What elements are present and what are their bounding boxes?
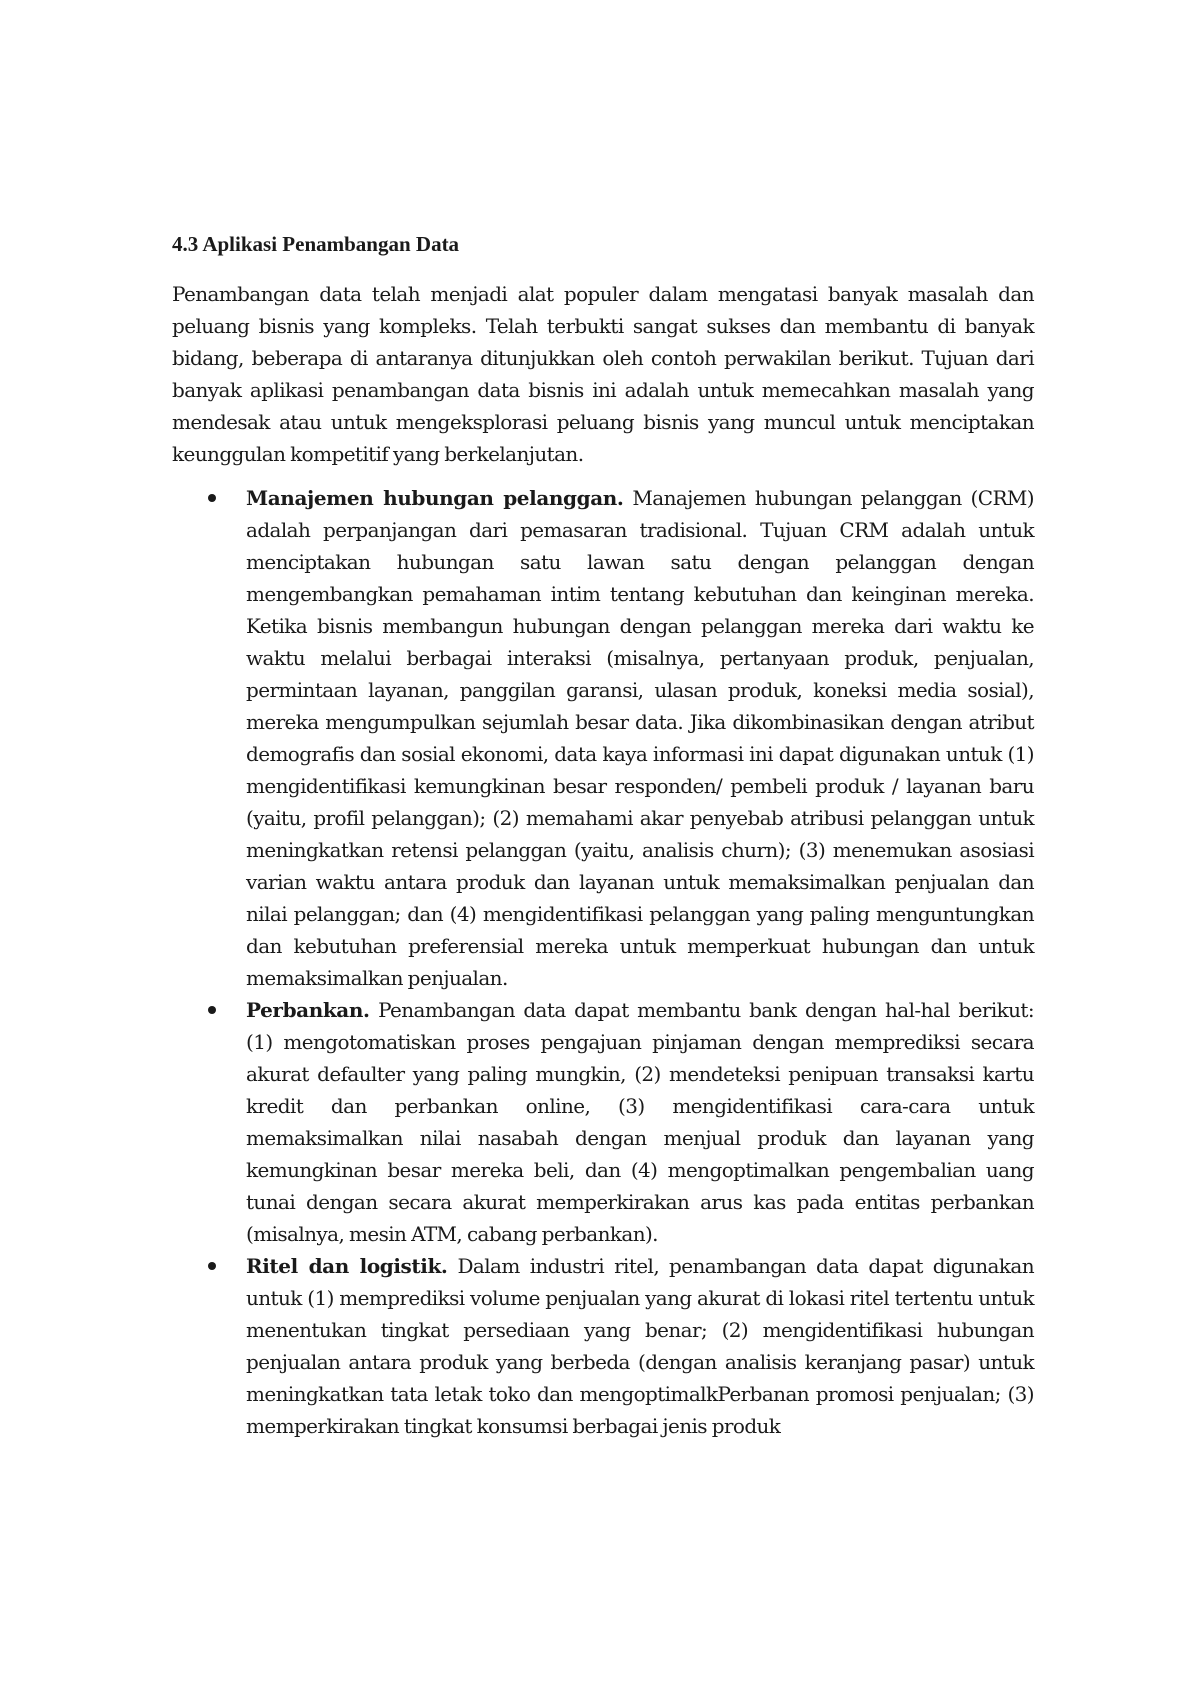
- list-item-term: Perbankan.: [246, 998, 370, 1022]
- list-item-term: Ritel dan logistik.: [246, 1254, 448, 1278]
- bullet-icon: [208, 494, 216, 502]
- section-heading: 4.3 Aplikasi Penambangan Data: [172, 232, 460, 256]
- list-item-text: Penambangan data dapat membantu bank dengan hal-hal berikut: (1) mengotomatiskan proses pengajuan pinjaman dengan memprediksi secara akurat defaulter yang paling mungkin, (2) mendeteksi penipuan transaksi kartu kredit dan perbankan online, (3) mengidentifikasi cara-cara untuk memaksimalkan nilai nasabah dengan menjual produk dan layanan yang kemungkinan besar mereka beli, dan (4) mengoptimalkan pengembalian uang tunai dengan secara akurat memperkirakan arus kas pada entitas perbankan (misalnya, mesin ATM, cabang perbankan).: [246, 998, 1034, 1246]
- application-list: [172, 482, 1034, 1442]
- list-item-banking: [172, 994, 1034, 1250]
- bullet-icon: [208, 1006, 216, 1014]
- list-item-text: Dalam industri ritel, penambangan data dapat digunakan untuk (1) memprediksi volume penjualan yang akurat di lokasi ritel tertentu untuk menentukan tingkat persediaan yang benar; (2) mengidentifikasi hubungan penjualan antara produk yang berbeda (dengan analisis keranjang pasar) untuk meningkatkan tata letak toko dan mengoptimalkPerbanan promosi penjualan; (3) memperkirakan tingkat konsumsi berbagai jenis produk: [246, 1254, 1035, 1438]
- list-item-text: Manajemen hubungan pelanggan (CRM) adalah perpanjangan dari pemasaran tradisional. Tujuan CRM adalah untuk menciptakan hubungan satu lawan satu dengan pelanggan dengan mengembangkan pemahaman intim tentang kebutuhan dan keinginan mereka. Ketika bisnis membangun hubungan dengan pelanggan mereka dari waktu ke waktu melalui berbagai interaksi (misalnya, pertanyaan produk, penjualan, permintaan layanan, panggilan garansi, ulasan produk, koneksi media sosial), mereka mengumpulkan sejumlah besar data. Jika dikombinasikan dengan atribut demografis dan sosial ekonomi, data kaya informasi ini dapat digunakan untuk (1) mengidentifikasi kemungkinan besar responden/ pembeli produk / layanan baru (yaitu, profil pelanggan); (2) memahami akar penyebab atribusi pelanggan untuk meningkatkan retensi pelanggan (yaitu, analisis churn); (3) menemukan asosiasi varian waktu antara produk dan layanan untuk memaksimalkan penjualan dan nilai pelanggan; dan (4) mengidentifikasi pelanggan yang paling menguntungkan dan kebutuhan preferensial mereka untuk memperkuat hubungan dan untuk memaksimalkan penjualan.: [246, 486, 1034, 990]
- intro-paragraph: Penambangan data telah menjadi alat populer dalam mengatasi banyak masalah dan peluang bisnis yang kompleks. Telah terbukti sangat sukses dan membantu di banyak bidang, beberapa di antaranya ditunjukkan oleh contoh perwakilan berikut. Tujuan dari banyak aplikasi penambangan data bisnis ini adalah untuk memecahkan masalah yang mendesak atau untuk mengeksplorasi peluang bisnis yang muncul untuk menciptakan keunggulan kompetitif yang berkelanjutan.: [172, 282, 1034, 466]
- bullet-icon: [208, 1262, 216, 1270]
- list-item-term: Manajemen hubungan pelanggan.: [246, 486, 624, 510]
- list-item-crm: [172, 482, 1034, 994]
- document-page: [172, 228, 1034, 1442]
- list-item-retail: [172, 1250, 1034, 1442]
